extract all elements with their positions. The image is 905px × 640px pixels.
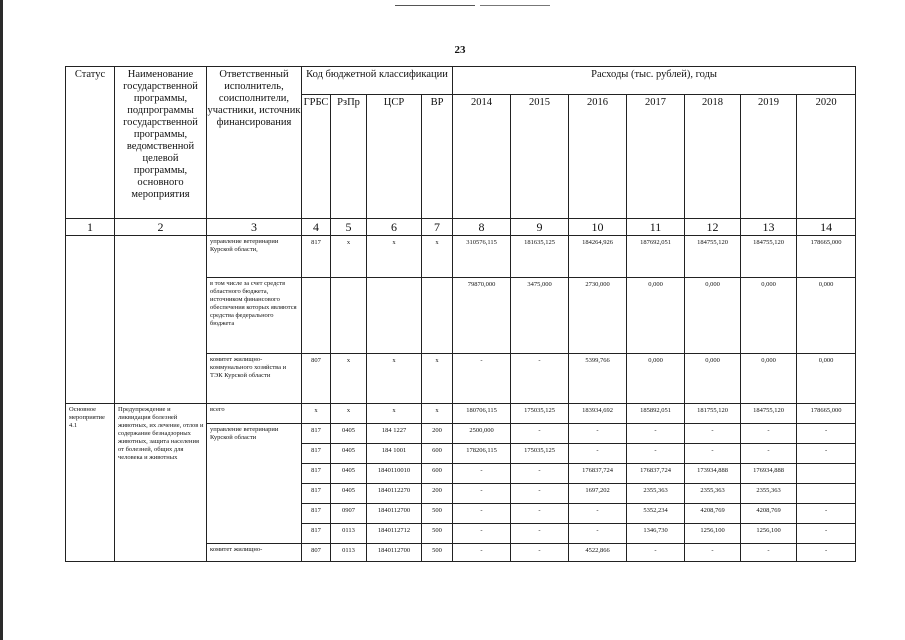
budget-table: [65, 66, 856, 562]
header-year: 2016: [569, 95, 627, 219]
value-cell: -: [511, 484, 569, 504]
value-cell: 0,000: [685, 278, 741, 354]
value-cell: 2500,000: [453, 424, 511, 444]
grbs-cell: 817: [302, 504, 331, 524]
responsible-cell: комитет жилищно-коммунального хозяйства и ТЭК Курской области: [207, 354, 302, 404]
responsible-cell: управление ветеринарии Курской области,: [207, 236, 302, 278]
value-cell: 181635,125: [511, 236, 569, 278]
header-status: Статус: [66, 67, 115, 219]
header-expenses: Расходы (тыс. рублей), годы: [453, 67, 856, 95]
header-responsible: Ответственный исполнитель, соисполнители, участники, источник финансирования: [207, 67, 302, 219]
value-cell: 176934,888: [741, 464, 797, 484]
scan-edge: [0, 0, 3, 640]
table-row: [66, 404, 856, 424]
value-cell: -: [627, 444, 685, 464]
rzpr-cell: х: [331, 354, 367, 404]
responsible-cell: в том числе за счет средств областного бюджета, источником финансового обеспечения которых являются средства федерального бюджета: [207, 278, 302, 354]
value-cell: 0,000: [685, 354, 741, 404]
vr-cell: 600: [422, 464, 453, 484]
vr-cell: 600: [422, 444, 453, 464]
value-cell: 178665,000: [797, 236, 856, 278]
col-number: 10: [569, 219, 627, 236]
value-cell: [797, 464, 856, 484]
value-cell: [797, 484, 856, 504]
rzpr-cell: 0113: [331, 524, 367, 544]
value-cell: 1346,730: [627, 524, 685, 544]
col-number: 12: [685, 219, 741, 236]
value-cell: -: [453, 464, 511, 484]
vr-cell: х: [422, 354, 453, 404]
csr-cell: [367, 278, 422, 354]
value-cell: -: [685, 424, 741, 444]
table-row: [66, 236, 856, 278]
value-cell: 2355,363: [627, 484, 685, 504]
grbs-cell: 817: [302, 236, 331, 278]
value-cell: -: [511, 524, 569, 544]
header-row: [66, 67, 856, 95]
col-number: 1: [66, 219, 115, 236]
value-cell: 2730,000: [569, 278, 627, 354]
vr-cell: 200: [422, 424, 453, 444]
column-number-row: [66, 219, 856, 236]
value-cell: -: [741, 424, 797, 444]
value-cell: 176837,724: [627, 464, 685, 484]
rzpr-cell: 0405: [331, 444, 367, 464]
header-rzpr: РзПр: [331, 95, 367, 219]
grbs-cell: [302, 278, 331, 354]
col-number: 3: [207, 219, 302, 236]
value-cell: -: [511, 464, 569, 484]
csr-cell: 1840112700: [367, 544, 422, 562]
value-cell: 1256,100: [741, 524, 797, 544]
header-budget-code: Код бюджетной классификации: [302, 67, 453, 95]
value-cell: -: [511, 544, 569, 562]
scan-artifact-line: [480, 5, 550, 6]
csr-cell: х: [367, 236, 422, 278]
value-cell: -: [797, 504, 856, 524]
header-name: Наименование государственной программы, подпрограммы государственной программы, ведомственной целевой программы, основного мероприятия: [115, 67, 207, 219]
value-cell: 79870,000: [453, 278, 511, 354]
csr-cell: 1840112712: [367, 524, 422, 544]
value-cell: 0,000: [797, 278, 856, 354]
header-year: 2019: [741, 95, 797, 219]
rzpr-cell: [331, 278, 367, 354]
value-cell: -: [569, 504, 627, 524]
value-cell: 184264,926: [569, 236, 627, 278]
value-cell: -: [685, 544, 741, 562]
value-cell: 175035,125: [511, 404, 569, 424]
responsible-cell: всего: [207, 404, 302, 424]
value-cell: -: [797, 524, 856, 544]
csr-cell: х: [367, 404, 422, 424]
col-number: 14: [797, 219, 856, 236]
value-cell: 0,000: [741, 278, 797, 354]
col-number: 2: [115, 219, 207, 236]
col-number: 13: [741, 219, 797, 236]
value-cell: 1697,202: [569, 484, 627, 504]
value-cell: -: [569, 444, 627, 464]
value-cell: -: [453, 484, 511, 504]
value-cell: -: [627, 424, 685, 444]
col-number: 11: [627, 219, 685, 236]
value-cell: 0,000: [627, 278, 685, 354]
vr-cell: х: [422, 404, 453, 424]
vr-cell: [422, 278, 453, 354]
value-cell: 5399,766: [569, 354, 627, 404]
rzpr-cell: 0113: [331, 544, 367, 562]
grbs-cell: 807: [302, 544, 331, 562]
value-cell: -: [453, 504, 511, 524]
value-cell: 181755,120: [685, 404, 741, 424]
name-cell-empty: [115, 236, 207, 404]
value-cell: 4522,866: [569, 544, 627, 562]
page-number: 23: [454, 44, 466, 56]
value-cell: 178206,115: [453, 444, 511, 464]
responsible-cell: управление ветеринарии Курской области: [207, 424, 302, 544]
rzpr-cell: х: [331, 236, 367, 278]
value-cell: -: [453, 524, 511, 544]
vr-cell: 200: [422, 484, 453, 504]
rzpr-cell: х: [331, 404, 367, 424]
value-cell: -: [741, 444, 797, 464]
value-cell: 0,000: [797, 354, 856, 404]
header-year: 2014: [453, 95, 511, 219]
value-cell: -: [685, 444, 741, 464]
csr-cell: 1840112700: [367, 504, 422, 524]
vr-cell: 500: [422, 544, 453, 562]
value-cell: -: [797, 424, 856, 444]
vr-cell: х: [422, 236, 453, 278]
csr-cell: х: [367, 354, 422, 404]
value-cell: -: [453, 544, 511, 562]
rzpr-cell: 0405: [331, 424, 367, 444]
value-cell: -: [797, 444, 856, 464]
header-year: 2018: [685, 95, 741, 219]
responsible-cell: комитет жилищно-: [207, 544, 302, 562]
grbs-cell: 817: [302, 424, 331, 444]
rzpr-cell: 0405: [331, 464, 367, 484]
status-cell: Основное мероприятие 4.1: [66, 404, 115, 562]
value-cell: 183934,692: [569, 404, 627, 424]
value-cell: 2355,363: [685, 484, 741, 504]
grbs-cell: 817: [302, 524, 331, 544]
name-cell: Предупреждение и ликвидация болезней животных, их лечение, отлов и содержание безнадзорных животных, защита населения от болезней, общих для человека и животных: [115, 404, 207, 562]
header-year: 2020: [797, 95, 856, 219]
vr-cell: 500: [422, 524, 453, 544]
value-cell: 1256,100: [685, 524, 741, 544]
col-number: 8: [453, 219, 511, 236]
value-cell: 310576,115: [453, 236, 511, 278]
col-number: 6: [367, 219, 422, 236]
grbs-cell: 817: [302, 464, 331, 484]
value-cell: 0,000: [741, 354, 797, 404]
value-cell: 175035,125: [511, 444, 569, 464]
csr-cell: 1840112270: [367, 484, 422, 504]
header-year: 2015: [511, 95, 569, 219]
csr-cell: 1840110010: [367, 464, 422, 484]
header-csr: ЦСР: [367, 95, 422, 219]
value-cell: 178665,000: [797, 404, 856, 424]
value-cell: -: [511, 504, 569, 524]
value-cell: 176837,724: [569, 464, 627, 484]
value-cell: 2355,363: [741, 484, 797, 504]
value-cell: 180706,115: [453, 404, 511, 424]
rzpr-cell: 0405: [331, 484, 367, 504]
value-cell: -: [511, 354, 569, 404]
value-cell: 5352,234: [627, 504, 685, 524]
value-cell: -: [569, 524, 627, 544]
grbs-cell: 817: [302, 444, 331, 464]
status-cell-empty: [66, 236, 115, 404]
header-year: 2017: [627, 95, 685, 219]
col-number: 9: [511, 219, 569, 236]
value-cell: 184755,120: [685, 236, 741, 278]
value-cell: 4208,769: [685, 504, 741, 524]
header-vr: ВР: [422, 95, 453, 219]
value-cell: -: [741, 544, 797, 562]
grbs-cell: х: [302, 404, 331, 424]
value-cell: 3475,000: [511, 278, 569, 354]
vr-cell: 500: [422, 504, 453, 524]
csr-cell: 184 1227: [367, 424, 422, 444]
value-cell: 185892,051: [627, 404, 685, 424]
value-cell: -: [627, 544, 685, 562]
value-cell: -: [797, 544, 856, 562]
col-number: 5: [331, 219, 367, 236]
value-cell: -: [453, 354, 511, 404]
grbs-cell: 817: [302, 484, 331, 504]
value-cell: -: [569, 424, 627, 444]
value-cell: 184755,120: [741, 404, 797, 424]
col-number: 4: [302, 219, 331, 236]
value-cell: 4208,769: [741, 504, 797, 524]
value-cell: 173934,888: [685, 464, 741, 484]
scan-artifact-line: [395, 5, 475, 6]
grbs-cell: 807: [302, 354, 331, 404]
col-number: 7: [422, 219, 453, 236]
value-cell: 187692,051: [627, 236, 685, 278]
value-cell: 184755,120: [741, 236, 797, 278]
rzpr-cell: 0907: [331, 504, 367, 524]
value-cell: 0,000: [627, 354, 685, 404]
header-grbs: ГРБС: [302, 95, 331, 219]
value-cell: -: [511, 424, 569, 444]
csr-cell: 184 1001: [367, 444, 422, 464]
